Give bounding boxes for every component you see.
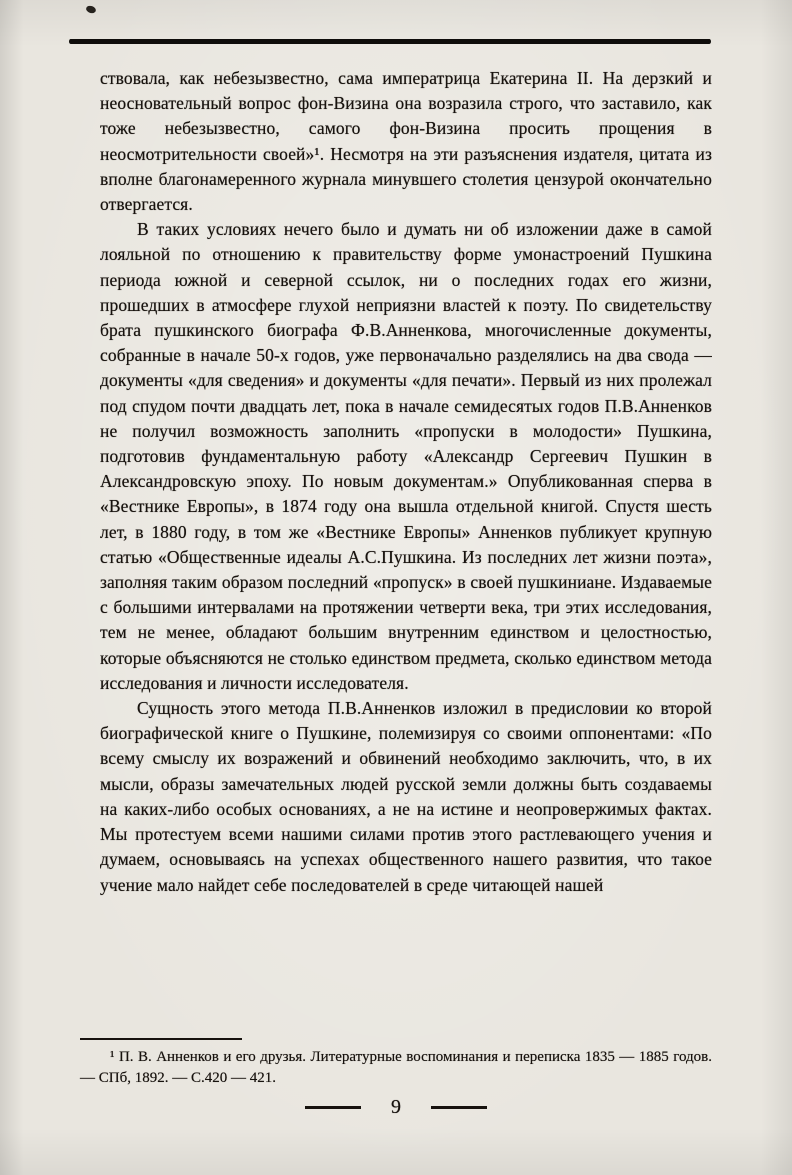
page-footer xyxy=(0,1096,792,1118)
paragraph: Сущность этого метода П.В.Анненков изложил в предисловии ко второй биографической книге о Пушкине, полемизируя со своими оппонентами: «По всему смыслу их возражений и обвинений необходимо заключить, что, в их мысли, образы замечательных людей русской земли должны быть создаваемы на каких-либо особых основаниях, а не на истине и неопровержимых фактах. Мы протестуем всеми нашими силами против этого растлевающего учения и думаем, основываясь на успехах общественного нашего развития, что такое учение мало найдет себе последователей в среде читающей нашей xyxy=(100,698,712,895)
footnote-text: ¹ П. В. Анненков и его друзья. Литературные воспоминания и переписка 1835 — 1885 годов. — СПб, 1892. — С.420 — 421. xyxy=(80,1049,712,1086)
footnote-rule xyxy=(80,1038,242,1040)
page-number: 9 xyxy=(391,1096,401,1118)
footnote-area xyxy=(80,1038,712,1088)
paragraph: В таких условиях нечего было и думать ни об изложении даже в самой лояльной по отношению к правительству форме умонастроений Пушкина периода южной и северной ссылок, ни о последних годах его жизни, прошедших в атмосфере глухой неприязни властей к поэту. По свидетельству брата пушкинского биографа Ф.В.Анненкова, многочисленные документы, собранные в начале 50-х годов, уже первоначально разделялись на два свода — документы «для сведения» и документы «для печати». Первый из них пролежал под спудом почти двадцать лет, пока в начале семидесятых годов П.В.Анненков не получил возможность заполнить «пропуски в молодости» Пушкина, подготовив фундаментальную работу «Александр Сергеевич Пушкин в Александровскую эпоху. По новым документам.» Опубликованная сперва в «Вестнике Европы», в 1874 году она вышла отдельной книгой. Спустя шесть лет, в 1880 году, в том же «Вестнике Европы» Анненков публикует крупную статью «Общественные идеалы А.С.Пушкина. Из последних лет жизни поэта», заполняя таким образом последний «пропуск» в своей пушкиниане. Издаваемые с большими интервалами на протяжении четверти века, три этих исследования, тем не менее, обладают большим внутренним единством и целостностью, которые объясняются не столько единством предмета, сколько единством метода исследования и личности исследователя. xyxy=(100,219,712,693)
body-text xyxy=(100,66,712,1036)
page-number-rule-left xyxy=(305,1106,361,1109)
paragraph-continuation: ствовала, как небезызвестно, сама императрица Екатерина II. На дерзкий и неосновательный вопрос фон-Визина она возразила строго, что заставило, как тоже небезызвестно, самого фон-Визина просить прощения в неосмотрительности своей»¹. Несмотря на эти разъяснения издателя, цитата из вполне благонамеренного журнала минувшего столетия цензурой окончательно отвергается. xyxy=(100,68,712,215)
scan-ink-speck xyxy=(85,5,97,15)
page-number-rule-right xyxy=(431,1106,487,1109)
header-rule xyxy=(69,39,711,44)
